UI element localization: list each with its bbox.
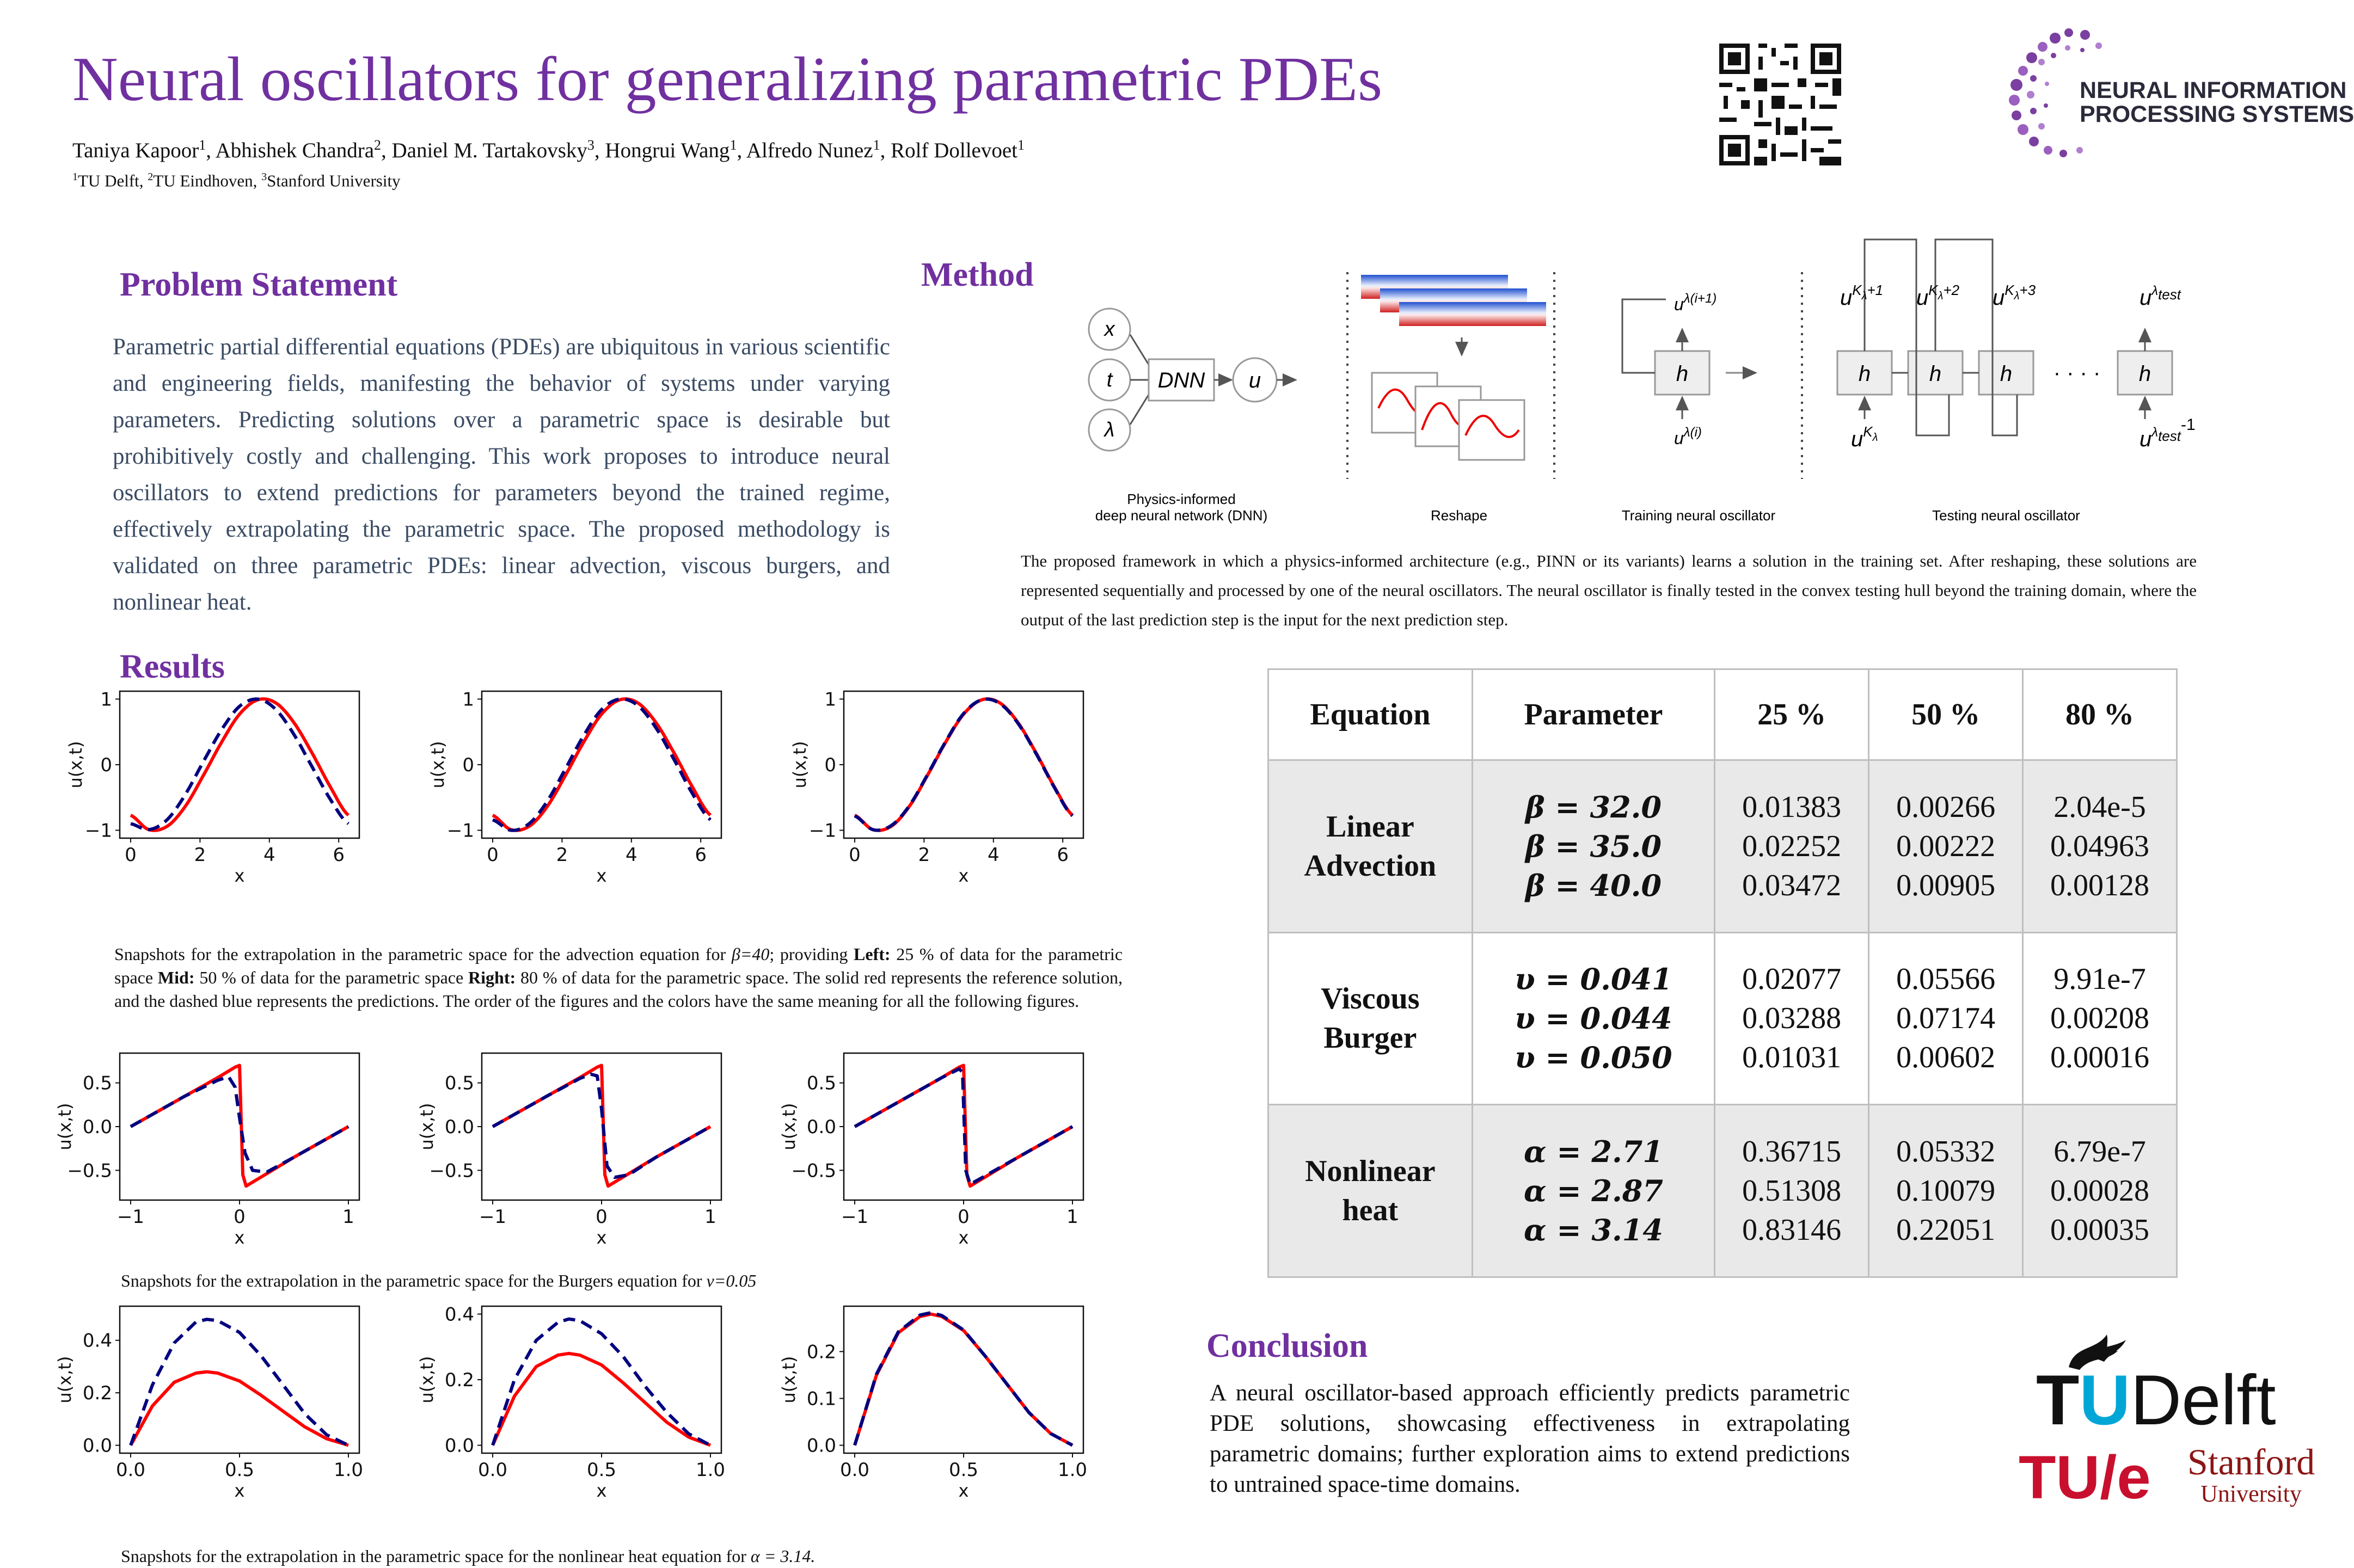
heat-plot-2: [416, 1295, 727, 1502]
solution-heatmap-3: [1399, 302, 1546, 326]
y-tick-label: 0.0: [82, 1435, 112, 1457]
table-row: [1268, 760, 2177, 933]
error-80-cell: 9.91e-7 0.00208 0.00016: [2023, 932, 2177, 1105]
error-25-cell: 0.01383 0.02252 0.03472: [1715, 760, 1869, 933]
x-tick-label: 1.0: [1057, 1459, 1088, 1481]
stanford-logo: [2178, 1443, 2325, 1508]
y-tick-label: 0: [462, 754, 474, 776]
reference-solution-line: [493, 1354, 710, 1446]
neurips-logo-line1: NEURAL INFORMATION: [2080, 77, 2347, 103]
problem-text: Parametric partial differential equations (PDEs) are ubiquitous in various scientific and engineering fields, manifesting the behavior of systems under varying parameters. Predicting solutions over a parametric space is desirable but prohibitively costly and challenging. This work proposes to introduce neural oscillators to extend predictions for parameters beyond the trained regime, effectively extrapolating the parametric space. The proposed methodology is validated on three parametric PDEs: linear advection, viscous burgers, and nonlinear heat.: [113, 334, 890, 615]
train-h-label: h: [1676, 362, 1689, 386]
problem-heading: Problem Statement: [120, 266, 398, 303]
input-lambda-label: λ: [1104, 419, 1115, 441]
table-column-header: 80 %: [2023, 669, 2177, 760]
affiliation-name: TU Eindhoven: [153, 171, 253, 190]
parameter-cell: υ = 0.041 υ = 0.044 υ = 0.050: [1472, 932, 1714, 1105]
x-tick-label: 0.5: [586, 1459, 617, 1481]
reference-solution-line: [131, 1066, 348, 1186]
svg-text:uKλ: $u^K_\lambda$: [1851, 423, 1878, 451]
y-tick-label: 0: [824, 754, 836, 776]
svg-text:h: h: [2000, 362, 2013, 386]
qr-code-icon[interactable]: [1719, 44, 1841, 165]
x-axis-label: x: [596, 1480, 607, 1501]
y-tick-label: 0.0: [806, 1116, 836, 1138]
x-tick-label: 0.0: [115, 1459, 146, 1481]
y-tick-label: 0.5: [444, 1072, 474, 1094]
output-u-label: u: [1248, 368, 1261, 392]
affiliation-list: $^1$TU Delft, $^2$TU Eindhoven, $^3$Stanford University: [72, 171, 401, 190]
x-tick-label: 1.0: [695, 1459, 726, 1481]
author-list: Taniya Kapoor$^1$, Abhishek Chandra$^2$, Daniel M. Tartakovsky$^3$, Hongrui Wang$^1$, Alfredo Nunez$^1$, Rolf Dollevoet$^1$: [72, 137, 1025, 162]
heat-caption: Snapshots for the extrapolation in the parametric space for the nonlinear heat equation for α = 3.14.: [121, 1546, 816, 1566]
y-axis-label: u(x,t): [54, 1356, 75, 1404]
y-tick-label: 0.0: [82, 1116, 112, 1138]
label-pinn-line1: Physics-informed: [1127, 491, 1236, 507]
author-name: Rolf Dollevoet$^1$: [891, 137, 1025, 162]
svg-text:h: h: [1929, 362, 1942, 386]
x-tick-label: 1: [342, 1206, 354, 1228]
error-25-cell: 0.02077 0.03288 0.01031: [1715, 932, 1869, 1105]
x-tick-label: 0: [849, 844, 861, 866]
x-tick-label: 6: [333, 844, 345, 866]
tue-logo: TU/e: [2019, 1443, 2151, 1511]
x-axis-label: x: [234, 1480, 245, 1501]
results-table: [1267, 668, 2178, 1278]
svg-text:uKλ+1: $u^K_\lambda^{+1}$: [1840, 282, 1884, 310]
equation-cell: Nonlinear heat: [1268, 1105, 1473, 1277]
burgers-caption: Snapshots for the extrapolation in the parametric space for the Burgers equation for ν=0.05: [121, 1271, 757, 1290]
error-50-cell: 0.00266 0.00222 0.00905: [1869, 760, 2023, 933]
y-tick-label: 1: [462, 688, 474, 711]
x-axis-label: x: [596, 865, 607, 886]
y-tick-label: 1: [100, 688, 112, 711]
prediction-line: [855, 1069, 1072, 1184]
x-tick-label: 0: [234, 1206, 246, 1228]
x-tick-label: 0: [596, 1206, 608, 1228]
parameter-cell: β = 32.0 β = 35.0 β = 40.0: [1472, 760, 1714, 933]
x-tick-label: 0: [958, 1206, 970, 1228]
x-tick-label: 1: [704, 1206, 716, 1228]
x-tick-label: 1.0: [333, 1459, 364, 1481]
y-axis-label: u(x,t): [789, 741, 810, 789]
reference-solution-line: [855, 699, 1072, 831]
x-tick-label: −1: [117, 1206, 145, 1228]
error-25-cell: 0.36715 0.51308 0.83146: [1715, 1105, 1869, 1277]
dnn-label: DNN: [1157, 368, 1205, 392]
table-column-header: Parameter: [1472, 669, 1714, 760]
table-row: [1268, 932, 2177, 1105]
heat-plot-3: [778, 1295, 1089, 1502]
burgers-plot-1: [54, 1042, 365, 1249]
x-axis-label: x: [234, 865, 245, 886]
y-tick-label: 0.0: [444, 1435, 474, 1457]
x-tick-label: 2: [556, 844, 568, 866]
input-x-label: x: [1104, 318, 1115, 341]
error-50-cell: 0.05332 0.10079 0.22051: [1869, 1105, 2023, 1277]
y-tick-label: 0.5: [82, 1072, 112, 1094]
equation-cell: Linear Advection: [1268, 760, 1473, 933]
svg-text:uλ(i+1): $u^{\lambda(i+1)}$: [1674, 291, 1717, 314]
method-heading: Method: [921, 256, 1034, 293]
label-reshape: Reshape: [1430, 507, 1488, 524]
error-80-cell: 2.04e-5 0.04963 0.00128: [2023, 760, 2177, 933]
svg-text:· · · ·: · · · ·: [2053, 361, 2101, 385]
svg-text:uKλ+3: $u^K_\lambda^{+3}$: [1993, 282, 2036, 310]
y-axis-label: u(x,t): [54, 1103, 75, 1151]
y-tick-label: 1: [824, 688, 836, 711]
x-tick-label: 0.0: [839, 1459, 870, 1481]
prediction-line: [131, 699, 348, 829]
advection-caption: Snapshots for the extrapolation in the parametric space for the advection equation for β=40; providing Left: 25 % of data for the parametric space Mid: 50 % of data for the parametric space Right: 80 % of data for the parametric space. The solid red represents the reference solution, and the dashed blue represents the predictions. The order of the figures and the colors have the same meaning for all the following figures.: [114, 944, 1123, 1011]
heat-plot-1: [54, 1295, 365, 1502]
advection-plot-1: [60, 680, 365, 887]
table-column-header: Equation: [1268, 669, 1473, 760]
x-tick-label: −1: [841, 1206, 869, 1228]
tudelft-logo: TUDelft: [2036, 1324, 2319, 1443]
y-tick-label: −1: [84, 820, 112, 842]
conclusion-text: A neural oscillator-based approach efficiently predicts parametric PDE solutions, showcasing effectiveness in extrapolating parametric domains; further exploration aims to extend predictions to untrained space-time domains.: [1210, 1380, 1850, 1497]
author-name: Taniya Kapoor$^1$: [72, 137, 206, 162]
y-axis-label: u(x,t): [427, 741, 448, 789]
label-training: Training neural oscillator: [1621, 507, 1776, 524]
burgers-plot-2: [416, 1042, 727, 1249]
prediction-line: [855, 699, 1072, 831]
reference-solution-line: [131, 1372, 348, 1446]
poster-title: Neural oscillators for generalizing parametric PDEs: [72, 45, 1383, 114]
advection-plot-2: [422, 680, 727, 887]
x-axis-label: x: [234, 1227, 245, 1248]
error-50-cell: 0.05566 0.07174 0.00602: [1869, 932, 2023, 1105]
svg-text:h: h: [2138, 362, 2151, 386]
x-tick-label: 0: [125, 844, 137, 866]
y-axis-label: u(x,t): [778, 1103, 799, 1151]
label-pinn-line2: deep neural network (DNN): [1095, 507, 1268, 524]
svg-text:uλtest-1: $u^\lambda_{test}^{-1}$: [2140, 416, 2196, 451]
x-axis-label: x: [958, 1227, 969, 1248]
y-tick-label: −0.5: [67, 1160, 112, 1182]
x-axis-label: x: [596, 1227, 607, 1248]
y-tick-label: 0.4: [82, 1330, 112, 1352]
reference-solution-line: [131, 699, 348, 831]
x-tick-label: 1: [1066, 1206, 1078, 1228]
y-tick-label: 0.1: [806, 1388, 836, 1410]
x-tick-label: 4: [987, 844, 1000, 866]
x-tick-label: 2: [194, 844, 206, 866]
method-diagram: [1067, 229, 2237, 533]
advection-plot-3: [784, 680, 1089, 887]
author-name: Abhishek Chandra$^2$: [215, 137, 381, 162]
table-column-header: 25 %: [1715, 669, 1869, 760]
input-t-label: t: [1106, 368, 1113, 391]
x-tick-label: 0.0: [477, 1459, 508, 1481]
y-axis-label: u(x,t): [65, 741, 86, 789]
x-tick-label: 4: [625, 844, 637, 866]
x-tick-label: 6: [695, 844, 707, 866]
x-tick-label: 0.5: [224, 1459, 255, 1481]
x-axis-label: x: [958, 1480, 969, 1501]
y-tick-label: 0.2: [806, 1341, 836, 1363]
y-axis-label: u(x,t): [416, 1103, 437, 1151]
y-tick-label: 0.2: [82, 1382, 112, 1405]
y-tick-label: 0.0: [444, 1116, 474, 1138]
test-oscillator-chain: [1837, 239, 2196, 451]
x-tick-label: 2: [918, 844, 930, 866]
neurips-logo: [2003, 24, 2352, 165]
svg-text:uλtest: $u^\lambda_{test}$: [2140, 284, 2181, 310]
table-header-row: [1268, 669, 2177, 760]
y-axis-label: u(x,t): [416, 1356, 437, 1404]
x-tick-label: 0.5: [948, 1459, 979, 1481]
error-80-cell: 6.79e-7 0.00028 0.00035: [2023, 1105, 2177, 1277]
reshape-snapshots: [1372, 373, 1524, 460]
table-row: [1268, 1105, 2177, 1277]
neurips-logo-line2: PROCESSING SYSTEMS: [2080, 101, 2354, 127]
y-tick-label: 0: [100, 754, 112, 776]
svg-text:uλ(i): $u^{\lambda(i)}$: [1674, 425, 1702, 448]
y-tick-label: 0.2: [444, 1369, 474, 1391]
results-heading: Results: [120, 648, 225, 685]
affiliation-name: TU Delft: [78, 171, 139, 190]
y-tick-label: 0.5: [806, 1072, 836, 1094]
svg-text:h: h: [1858, 362, 1871, 386]
y-tick-label: −0.5: [429, 1160, 474, 1182]
x-axis-label: x: [958, 865, 969, 886]
svg-text:uKλ+2: $u^K_\lambda^{+2}$: [1916, 282, 1960, 310]
y-tick-label: −0.5: [791, 1160, 836, 1182]
y-tick-label: 0.0: [806, 1435, 836, 1457]
tudelft-logo-text: Delft: [2130, 1360, 2276, 1440]
x-tick-label: 6: [1057, 844, 1069, 866]
author-name: Hongrui Wang$^1$: [605, 137, 737, 162]
y-tick-label: −1: [446, 820, 474, 842]
prediction-line: [493, 699, 710, 830]
conclusion-heading: Conclusion: [1206, 1327, 1368, 1364]
y-tick-label: −1: [808, 820, 836, 842]
equation-cell: Viscous Burger: [1268, 932, 1473, 1105]
x-tick-label: 4: [263, 844, 275, 866]
y-axis-label: u(x,t): [778, 1356, 799, 1404]
affiliation-name: Stanford University: [267, 171, 401, 190]
x-tick-label: 0: [487, 844, 499, 866]
reference-solution-line: [855, 1314, 1072, 1446]
x-tick-label: −1: [479, 1206, 507, 1228]
y-tick-label: 0.4: [444, 1303, 474, 1326]
parameter-cell: α = 2.71 α = 2.87 α = 3.14: [1472, 1105, 1714, 1277]
table-column-header: 50 %: [1869, 669, 2023, 760]
label-testing: Testing neural oscillator: [1932, 507, 2080, 524]
method-caption: The proposed framework in which a physics-informed architecture (e.g., PINN or its variants) learns a solution in the training set. After reshaping, these solutions are represented sequentially and processed by one of the neural oscillators. The neural oscillator is finally tested in the convex testing hull beyond the training domain, where the output of the last prediction step is the input for the next prediction step.: [1021, 551, 2197, 629]
stanford-logo-line1: Stanford: [2187, 1441, 2315, 1483]
burgers-plot-3: [778, 1042, 1089, 1249]
author-name: Daniel M. Tartakovsky$^3$: [391, 137, 594, 162]
stanford-logo-line2: University: [2200, 1480, 2302, 1507]
author-name: Alfredo Nunez$^1$: [746, 137, 880, 162]
